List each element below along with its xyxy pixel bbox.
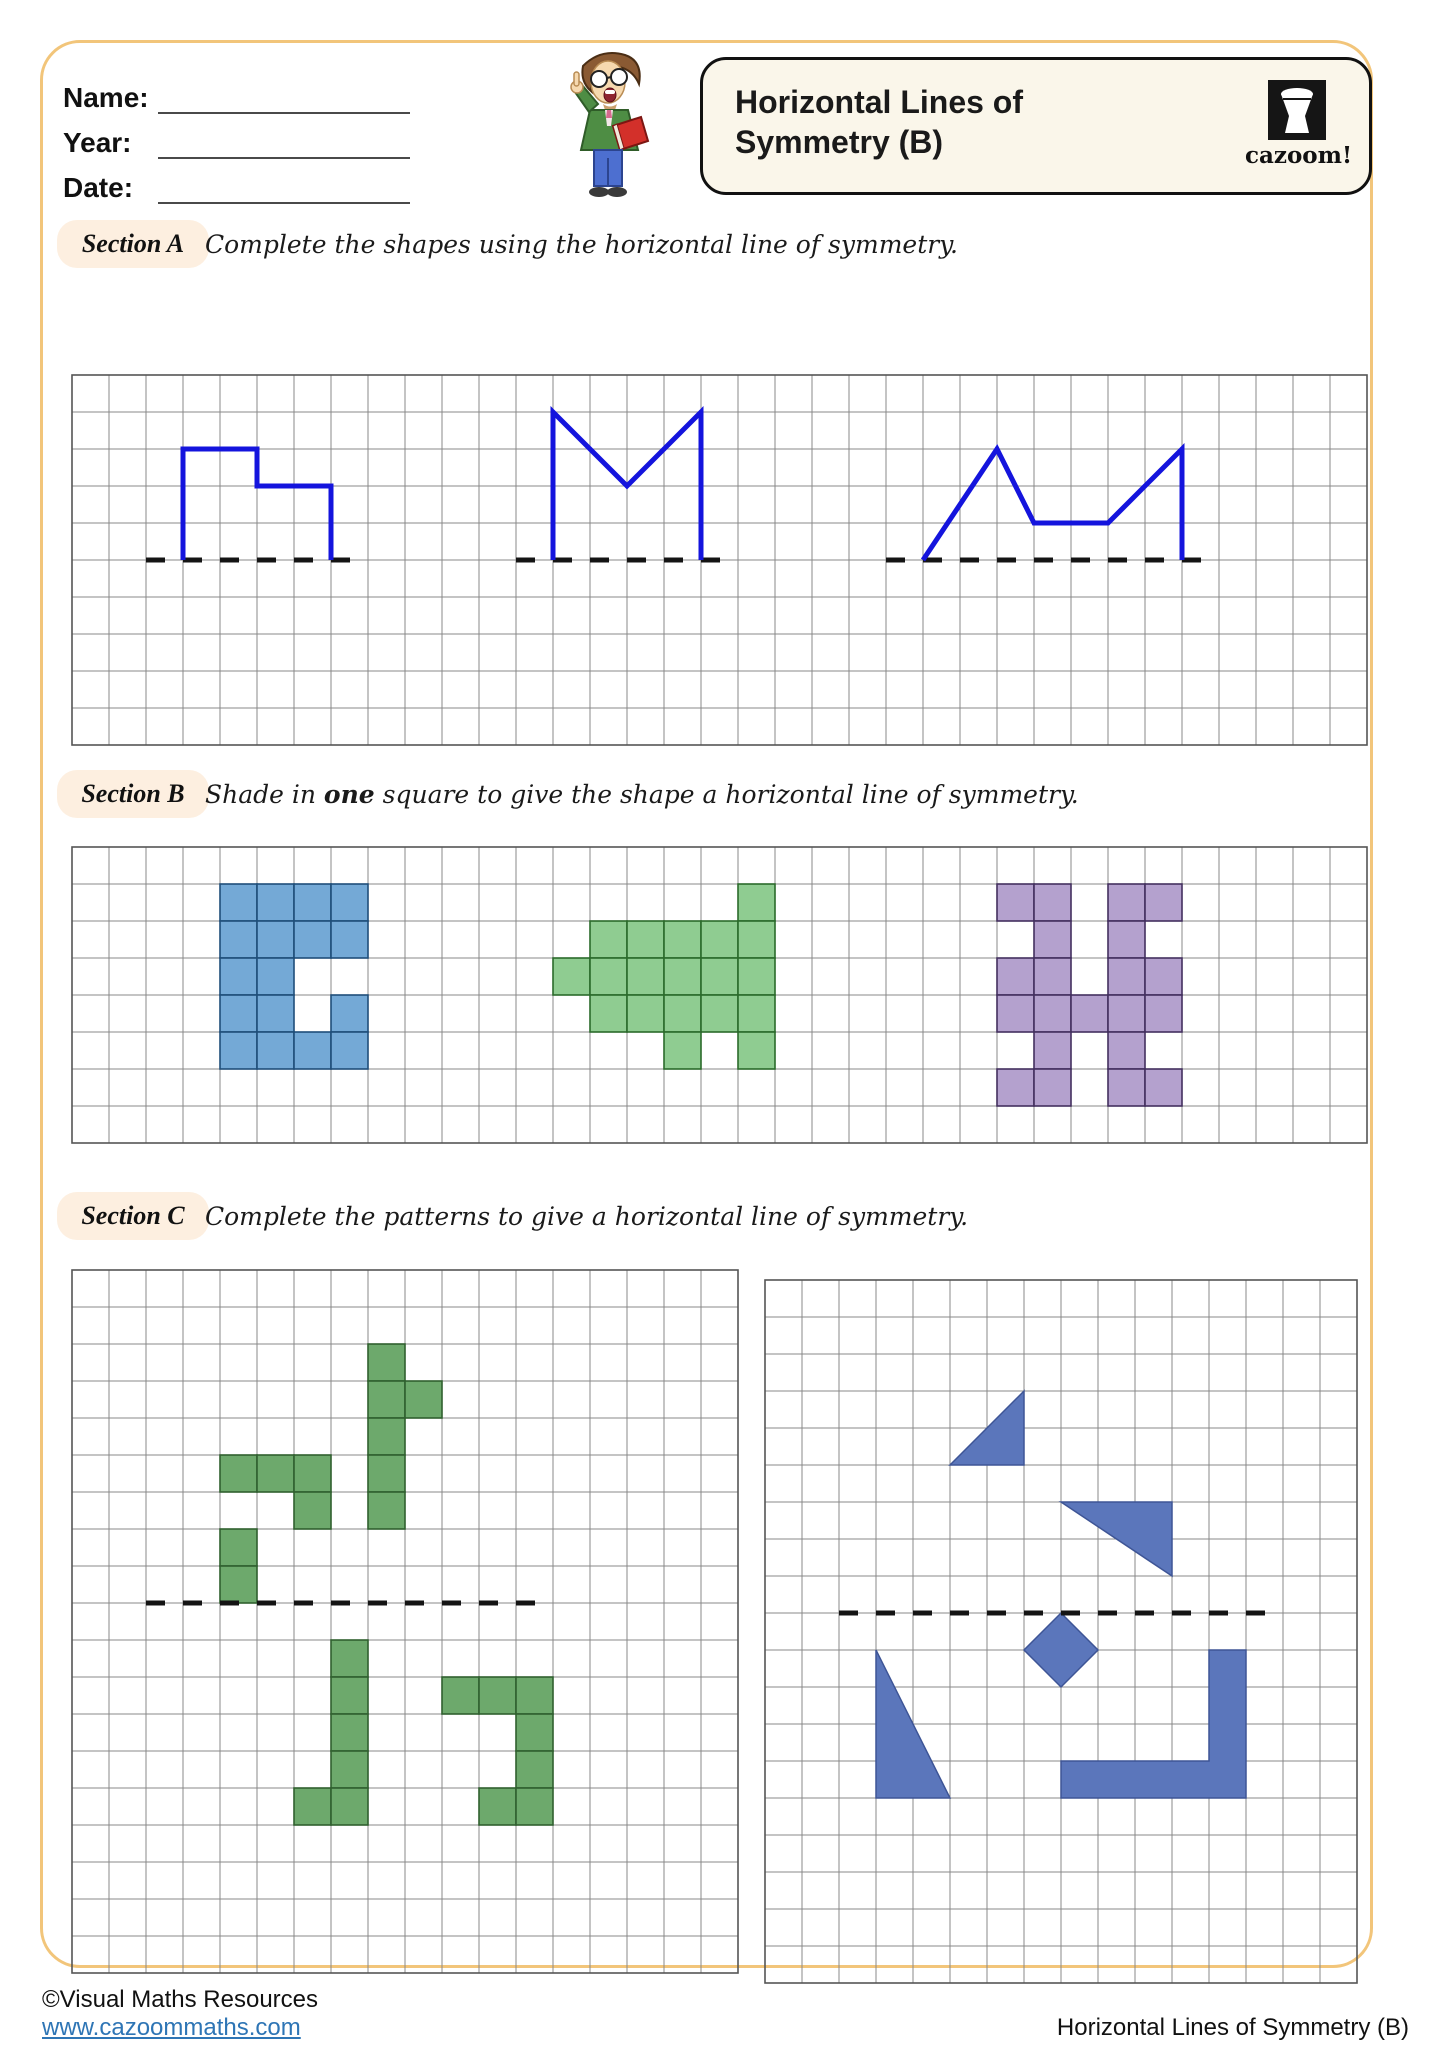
section-b-grid-shaded-cell (1108, 958, 1145, 995)
section-b-grid-shaded-cell (738, 995, 775, 1032)
section-c-left-grid-shaded-cell (294, 1788, 331, 1825)
section-c-left-grid-shaded-cell (294, 1492, 331, 1529)
section-c-left-grid-shaded-cell (331, 1714, 368, 1751)
section-b-grid-shaded-cell (1071, 995, 1108, 1032)
worksheet-title-box (700, 57, 1372, 195)
section-b-grid-shaded-cell (738, 921, 775, 958)
section-b-grid-shaded-cell (664, 1032, 701, 1069)
section-b-grid-shaded-cell (997, 958, 1034, 995)
section-a-label: Section A (57, 220, 209, 268)
cazoom-logo (1245, 80, 1353, 169)
section-c-left-grid-shaded-cell (368, 1455, 405, 1492)
worksheet-title: Horizontal Lines of Symmetry (B) (735, 84, 1023, 160)
section-c-right-grid-shape (1024, 1613, 1098, 1687)
section-b-grid-shaded-cell (257, 921, 294, 958)
section-c-left-grid-shaded-cell (368, 1418, 405, 1455)
section-b-grid-shaded-cell (331, 921, 368, 958)
section-b-grid-shaded-cell (1034, 958, 1071, 995)
section-b-grid (68, 843, 1371, 1147)
section-b-grid-shaded-cell (1108, 995, 1145, 1032)
section-b-grid-shaded-cell (220, 921, 257, 958)
footer-worksheet-name: Horizontal Lines of Symmetry (B) (1056, 2014, 1409, 2041)
section-c-left-grid-shaded-cell (331, 1640, 368, 1677)
section-b-grid-shaded-cell (1034, 1032, 1071, 1069)
section-b-grid-shaded-cell (738, 958, 775, 995)
section-c-left-grid-shaded-cell (442, 1677, 479, 1714)
section-b-grid-shaded-cell (1108, 921, 1145, 958)
section-c-left-grid-shaded-cell (331, 1677, 368, 1714)
name-label: Name: (63, 82, 149, 113)
section-b-grid-shaded-cell (1145, 1069, 1182, 1106)
section-b-grid-shaded-cell (257, 995, 294, 1032)
section-c-left-grid-shaded-cell (368, 1492, 405, 1529)
section-c-left-grid-shaded-cell (220, 1455, 257, 1492)
year-label: Year: (63, 127, 132, 158)
section-b-grid-shaded-cell (1034, 884, 1071, 921)
section-b-grid-shaded-cell (1145, 995, 1182, 1032)
section-c-left-grid-shaded-cell (405, 1381, 442, 1418)
section-c-left-grid-shaded-cell (479, 1677, 516, 1714)
section-b-grid-shaded-cell (1108, 1032, 1145, 1069)
section-c-left-grid-shaded-cell (294, 1455, 331, 1492)
section-c-left-grid-shaded-cell (331, 1788, 368, 1825)
section-b-grid-shaded-cell (997, 1069, 1034, 1106)
section-a-instruction: Complete the shapes using the horizontal line of symmetry. (205, 230, 958, 259)
section-c-right-grid (761, 1276, 1361, 1987)
section-b-grid-shaded-cell (331, 884, 368, 921)
footer-link[interactable]: www.cazoommaths.com (42, 2014, 301, 2041)
section-b-grid-shaded-cell (1145, 884, 1182, 921)
section-c-left-grid-shaded-cell (516, 1714, 553, 1751)
section-c-label: Section C (57, 1192, 209, 1240)
section-b-grid-shaded-cell (701, 995, 738, 1032)
section-b-grid-shaded-cell (997, 884, 1034, 921)
section-a-grid (68, 371, 1371, 749)
section-c-left-grid-shaded-cell (257, 1455, 294, 1492)
section-c-left-grid-shaded-cell (516, 1751, 553, 1788)
section-b-grid-shaded-cell (1034, 1069, 1071, 1106)
section-b-instruction: Shade in one square to give the shape a horizontal line of symmetry. (205, 780, 1079, 809)
section-b-grid-shaded-cell (220, 1032, 257, 1069)
section-b-grid-shaded-cell (701, 921, 738, 958)
section-b-grid-shaded-cell (664, 958, 701, 995)
glasses-icon (591, 71, 607, 87)
teacher-illustration (553, 46, 668, 206)
section-b-grid-shaded-cell (220, 995, 257, 1032)
section-c-left-grid-shaded-cell (516, 1788, 553, 1825)
section-b-grid-shaded-cell (701, 958, 738, 995)
section-b-grid-shaded-cell (1108, 884, 1145, 921)
section-b-grid-shaded-cell (738, 884, 775, 921)
section-c-left-grid-shaded-cell (368, 1344, 405, 1381)
section-b-grid-shaded-cell (220, 884, 257, 921)
section-b-grid-shaded-cell (220, 958, 257, 995)
date-label: Date: (63, 172, 134, 203)
footer-copyright: ©Visual Maths Resources (42, 1986, 319, 2013)
section-b-grid-shaded-cell (1034, 995, 1071, 1032)
section-b-grid-shaded-cell (553, 958, 590, 995)
section-b-grid-shaded-cell (257, 884, 294, 921)
section-b-grid-shaded-cell (294, 884, 331, 921)
section-b-grid-shaded-cell (738, 1032, 775, 1069)
section-b-grid-shaded-cell (1034, 921, 1071, 958)
section-c-left-grid (68, 1266, 742, 1977)
section-b-grid-shaded-cell (257, 1032, 294, 1069)
section-b-grid-shaded-cell (294, 1032, 331, 1069)
year-input-line[interactable] (158, 157, 410, 159)
section-b-grid-shaded-cell (627, 995, 664, 1032)
date-input-line[interactable] (158, 202, 410, 204)
section-b-grid-shaded-cell (627, 921, 664, 958)
section-b-grid-shaded-cell (331, 995, 368, 1032)
section-b-grid-shaded-cell (294, 921, 331, 958)
section-b-grid-shaded-cell (257, 958, 294, 995)
pointing-finger (574, 72, 579, 86)
section-c-left-grid-shaded-cell (220, 1566, 257, 1603)
section-c-left-grid-shaded-cell (220, 1529, 257, 1566)
section-c-left-grid-shaded-cell (479, 1788, 516, 1825)
section-a-grid-shape-outline (923, 449, 1182, 560)
section-b-grid-shaded-cell (1145, 958, 1182, 995)
section-b-grid-shaded-cell (627, 958, 664, 995)
section-b-grid-shaded-cell (664, 921, 701, 958)
section-b-grid-shaded-cell (1108, 1069, 1145, 1106)
section-b-grid-shaded-cell (590, 995, 627, 1032)
section-b-grid-shaded-cell (331, 1032, 368, 1069)
section-b-label: Section B (57, 770, 209, 818)
name-input-line[interactable] (158, 112, 410, 114)
section-b-grid-shaded-cell (590, 921, 627, 958)
section-c-left-grid-shaded-cell (368, 1381, 405, 1418)
section-c-instruction: Complete the patterns to give a horizontal line of symmetry. (205, 1202, 969, 1231)
section-c-left-grid-shaded-cell (331, 1751, 368, 1788)
cazoom-logo-text: cazoom! (1245, 142, 1353, 169)
cazoom-logo-drum-icon (1268, 80, 1326, 140)
section-b-grid-shaded-cell (590, 958, 627, 995)
section-b-grid-shaded-cell (664, 995, 701, 1032)
section-b-grid-shaded-cell (997, 995, 1034, 1032)
section-c-left-grid-shaded-cell (516, 1677, 553, 1714)
